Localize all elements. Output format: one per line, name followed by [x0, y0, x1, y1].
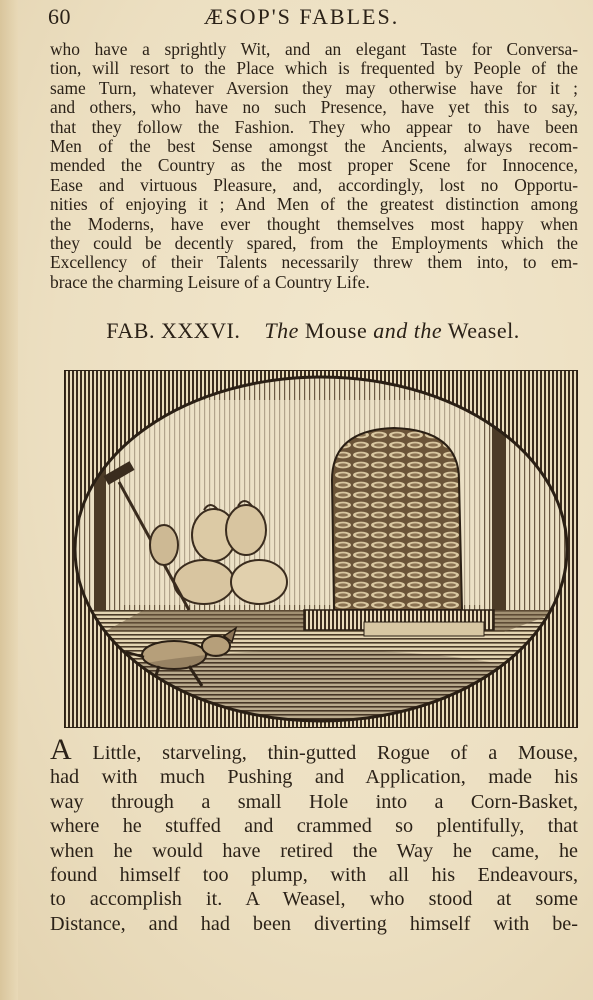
fable-title-weasel: Weasel. — [447, 318, 520, 343]
text-line: that they follow the Fashion. They who appear to have been — [50, 116, 578, 137]
text-line: nities of enjoying it ; And Men of the greatest distinction among — [50, 194, 578, 215]
text-line: Excellency of their Talents necessarily threw them into, to em- — [50, 252, 578, 273]
text-line: way through a small Hole into a Corn-Basket, — [50, 790, 578, 813]
drop-cap: A — [50, 733, 72, 766]
woodcut-illustration — [64, 370, 578, 728]
text-line: who have a sprightly Wit, and an elegant Taste for Conversa- — [50, 39, 578, 59]
page-header — [24, 4, 579, 30]
text-line: the Moderns, have ever thought themselves most happy when — [50, 213, 578, 234]
fable-title-and-the: and the — [373, 318, 443, 343]
paragraph-2 — [50, 733, 578, 936]
fable-number: FAB. XXXVI. — [106, 318, 241, 343]
page-number: 60 — [48, 4, 71, 29]
text-line: found himself too plump, with all his Endeavours, — [50, 864, 578, 887]
text-line: they could be decently spared, from the Employments which the — [50, 233, 578, 254]
text-line: had with much Pushing and Application, made his — [50, 766, 578, 789]
text-line: mended the Country as the most proper Scene for Innocence, — [50, 155, 578, 176]
fable-title-mouse: Mouse — [304, 318, 368, 343]
text-line: where he stuffed and crammed so plentifully, that — [50, 815, 578, 838]
text-line: and others, who have no such Presence, have yet this to say, — [50, 97, 578, 118]
text-line-rest: Little, starveling, thin-gutted Rogue of a Mouse, — [71, 742, 578, 764]
running-head: ÆSOP'S FABLES. — [203, 4, 400, 29]
text-line: Distance, and had been diverting himself with be- — [50, 912, 578, 935]
text-line: brace the charming Leisure of a Country Life. — [50, 271, 370, 292]
text-line: same Turn, whatever Aversion they may otherwise have for it ; — [50, 77, 578, 98]
text-line: tion, will resort to the Place which is frequented by People of the — [50, 58, 578, 79]
text-line: when he would have retired the Way he came, he — [50, 839, 578, 862]
text-line: Ease and virtuous Pleasure, and, accordingly, lost no Opportu- — [50, 174, 578, 195]
paragraph-1 — [50, 40, 578, 292]
fable-heading — [48, 318, 578, 344]
text-line: to accomplish it. A Weasel, who stood at some — [50, 888, 578, 911]
page-gutter — [0, 0, 18, 1000]
text-line: Men of the best Sense amongst the Ancients, always recom- — [50, 136, 578, 157]
text-line — [50, 733, 578, 766]
fable-title-the: The — [264, 318, 299, 343]
